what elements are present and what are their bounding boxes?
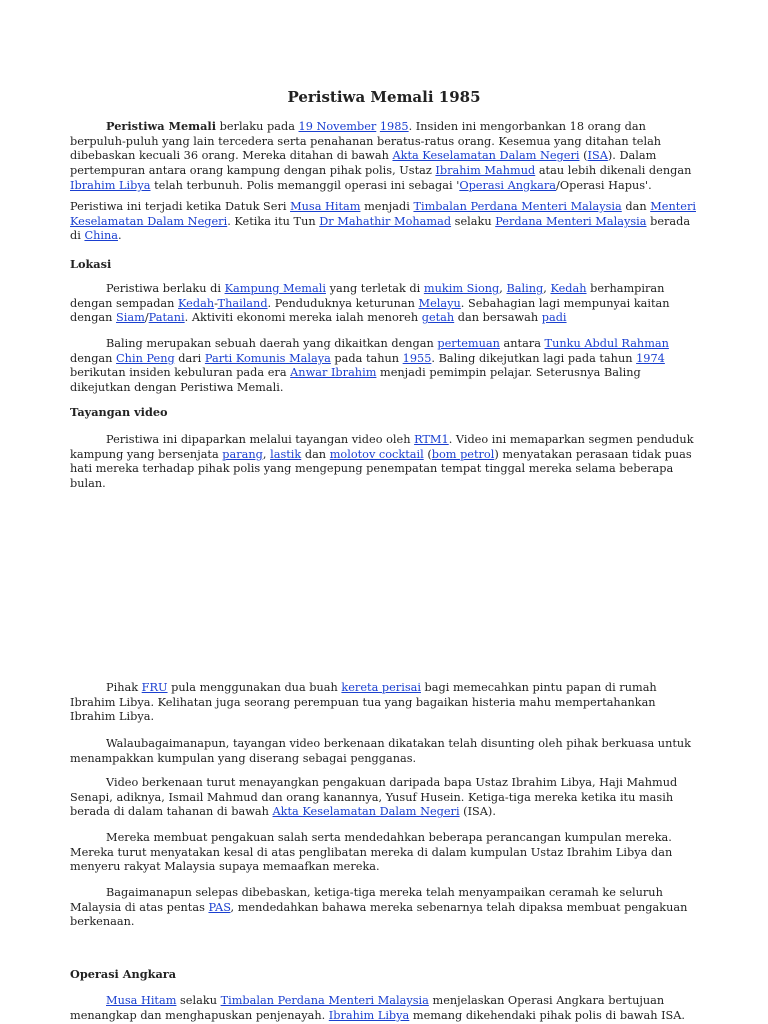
link-chin-peng[interactable]: Chin Peng (116, 351, 175, 365)
link-rtm1[interactable]: RTM1 (414, 433, 449, 446)
video-paragraph-4: Video berkenaan turut menayangkan pengakuan daripada bapa Ustaz Ibrahim Libya, Haji Mahmud Senapi, adiknya, Ismail Mahmud dan orang kanannya, Yusuf Husein. Ketiga-tiga mereka ketika itu masih berada di dalam tahanan di bawah Akta Keselamatan Dalam Negeri (ISA). (70, 776, 678, 819)
link-pkm[interactable]: Parti Komunis Malaya (204, 351, 331, 365)
link-timbalan-pm[interactable]: Timbalan Perdana Menteri Malaysia (413, 200, 622, 213)
link-timbalan-pm-2[interactable]: Timbalan Perdana Menteri Malaysia (220, 994, 429, 1007)
link-padi[interactable]: padi (541, 311, 567, 325)
link-kedah-2[interactable]: Kedah (178, 296, 215, 310)
link-china[interactable]: China (84, 229, 118, 243)
link-year[interactable]: 1985 (379, 120, 409, 133)
video-paragraph-1: Peristiwa ini dipaparkan melalui tayangan video oleh RTM1. Video ini memaparkan segmen penduduk kampung yang bersenjata parang, lastik dan molotov cocktail (bom petrol) menyatakan perasaan tidak puas hati mereka terhadap pihak polis yang mengepung penempatan tempat tinggal mereka selama beberapa bulan. (70, 433, 694, 491)
section-heading-lokasi: Lokasi (70, 257, 112, 271)
operasi-paragraph-1: Musa Hitam selaku Timbalan Perdana Menteri Malaysia menjelaskan Operasi Angkara bertujuan menangkap dan menghapuskan penjenayah. Ibrahim Libya memang dikehendaki pihak polis di bawah ISA. (70, 994, 686, 1022)
link-bom-petrol[interactable]: bom petrol (431, 447, 495, 461)
link-ibrahim-libya[interactable]: Ibrahim Libya (70, 178, 151, 192)
intro-paragraph-2: Peristiwa ini terjadi ketika Datuk Seri Musa Hitam menjadi Timbalan Perdana Menteri Malaysia dan Menteri Keselamatan Dalam Negeri. Ketika itu Tun Dr Mahathir Mohamad selaku Perdana Menteri Malaysia berada di China. (70, 200, 696, 243)
link-isa[interactable]: ISA (587, 149, 608, 163)
video-paragraph-5: Mereka membuat pengakuan salah serta mendedahkan beberapa perancangan kumpulan mereka. Mereka turut menyatakan kesal di atas penglibatan mereka di dalam kumpulan Ustaz Ibrahim Libya dan menyeru rakyat Malaysia supaya memaafkan mereka. (70, 831, 673, 874)
link-pertemuan[interactable]: pertemuan (437, 337, 500, 350)
link-fru[interactable]: FRU (141, 681, 168, 694)
link-perdana-menteri[interactable]: Perdana Menteri Malaysia (495, 214, 647, 228)
intro-paragraph-1: Peristiwa Memali berlaku pada 19 November 1985. Insiden ini mengorbankan 18 orang dan berpuluh-puluh yang lain tercedera serta penahanan beratus-ratus orang. Kesemua yang ditahan telah dibebaskan kecuali 36 orang. Mereka ditahan di bawah Akta Keselamatan Dalam Negeri (ISA). Dalam pertempuran antara orang kampung dengan pihak polis, Ustaz Ibrahim Mahmud atau lebih dikenali dengan Ibrahim Libya telah terbunuh. Polis memanggil operasi ini sebagai 'Operasi Angkara/Operasi Hapus'. (70, 119, 692, 192)
link-tunku-abdul-rahman[interactable]: Tunku Abdul Rahman (544, 337, 669, 350)
link-mahathir[interactable]: Dr Mahathir Mohamad (319, 214, 452, 228)
link-ibrahim-libya-2[interactable]: Ibrahim Libya (328, 1008, 410, 1022)
link-lastik[interactable]: lastik (270, 447, 302, 461)
link-1974[interactable]: 1974 (636, 351, 665, 365)
video-paragraph-2: Pihak FRU pula menggunakan dua buah kereta perisai bagi memecahkan pintu papan di rumah Ibrahim Libya. Kelihatan juga seorang perempuan tua yang bagaikan histeria mahu mempertahankan Ibrahim Libya. (70, 681, 657, 724)
link-musa-hitam[interactable]: Musa Hitam (290, 200, 361, 213)
video-paragraph-6: Bagaimanapun selepas dibebaskan, ketiga-tiga mereka telah menyampaikan ceramah ke seluruh Malaysia di atas pentas PAS, mendedahkan bahawa mereka sebenarnya telah dipaksa membuat pengakuan berkenaan. (70, 886, 688, 929)
link-date[interactable]: 19 November (298, 120, 377, 133)
link-kampung-memali[interactable]: Kampung Memali (224, 282, 326, 295)
link-musa-hitam-2[interactable]: Musa Hitam (106, 994, 177, 1007)
video-paragraph-3: Walaubagaimanapun, tayangan video berkenaan dikatakan telah disunting oleh pihak berkuasa untuk menampakkan kumpulan yang diserang sebagai pengganas. (70, 737, 692, 765)
link-1955[interactable]: 1955 (402, 351, 432, 365)
lokasi-paragraph-1: Peristiwa berlaku di Kampung Memali yang terletak di mukim Siong, Baling, Kedah berhampiran dengan sempadan Kedah-Thailand. Penduduknya keturunan Melayu. Sebahagian lagi mempunyai kaitan dengan Siam/Patani. Aktiviti ekonomi mereka ialah menoreh getah dan bersawah padi (70, 282, 670, 325)
link-melayu[interactable]: Melayu (418, 296, 461, 310)
link-getah[interactable]: getah (421, 311, 455, 325)
link-mukim-siong[interactable]: mukim Siong (423, 282, 500, 295)
section-heading-operasi-angkara: Operasi Angkara (70, 967, 177, 981)
link-thailand[interactable]: Thailand (217, 296, 268, 310)
link-menteri-keselamatan[interactable]: Menteri Keselamatan Dalam Negeri (70, 200, 696, 228)
link-siam[interactable]: Siam (116, 311, 145, 325)
link-kereta-perisai[interactable]: kereta perisai (341, 681, 421, 694)
lokasi-paragraph-2: Baling merupakan sebuah daerah yang dikaitkan dengan pertemuan antara Tunku Abdul Rahman dengan Chin Peng dari Parti Komunis Malaya pada tahun 1955. Baling dikejutkan lagi pada tahun 1974 berikutan insiden kebuluran pada era Anwar Ibrahim menjadi pemimpin pelajar. Seterusnya Baling dikejutkan dengan Peristiwa Memali. (70, 337, 669, 395)
link-isa-act[interactable]: Akta Keselamatan Dalam Negeri (392, 149, 580, 163)
bold-term: Peristiwa Memali (106, 119, 217, 133)
link-baling[interactable]: Baling (506, 282, 544, 295)
link-pas[interactable]: PAS (208, 900, 231, 914)
page-title: Peristiwa Memali 1985 (287, 88, 481, 106)
link-patani[interactable]: Patani (148, 311, 185, 325)
section-heading-tayangan-video: Tayangan video (70, 405, 168, 419)
link-parang[interactable]: parang (222, 447, 263, 461)
link-kedah[interactable]: Kedah (550, 282, 587, 295)
link-operasi-angkara[interactable]: Operasi Angkara (459, 178, 557, 192)
link-ibrahim-mahmud[interactable]: Ibrahim Mahmud (435, 164, 536, 178)
link-isa-act-2[interactable]: Akta Keselamatan Dalam Negeri (272, 805, 460, 819)
link-molotov-cocktail[interactable]: molotov cocktail (329, 447, 424, 461)
link-anwar-ibrahim[interactable]: Anwar Ibrahim (290, 366, 377, 380)
